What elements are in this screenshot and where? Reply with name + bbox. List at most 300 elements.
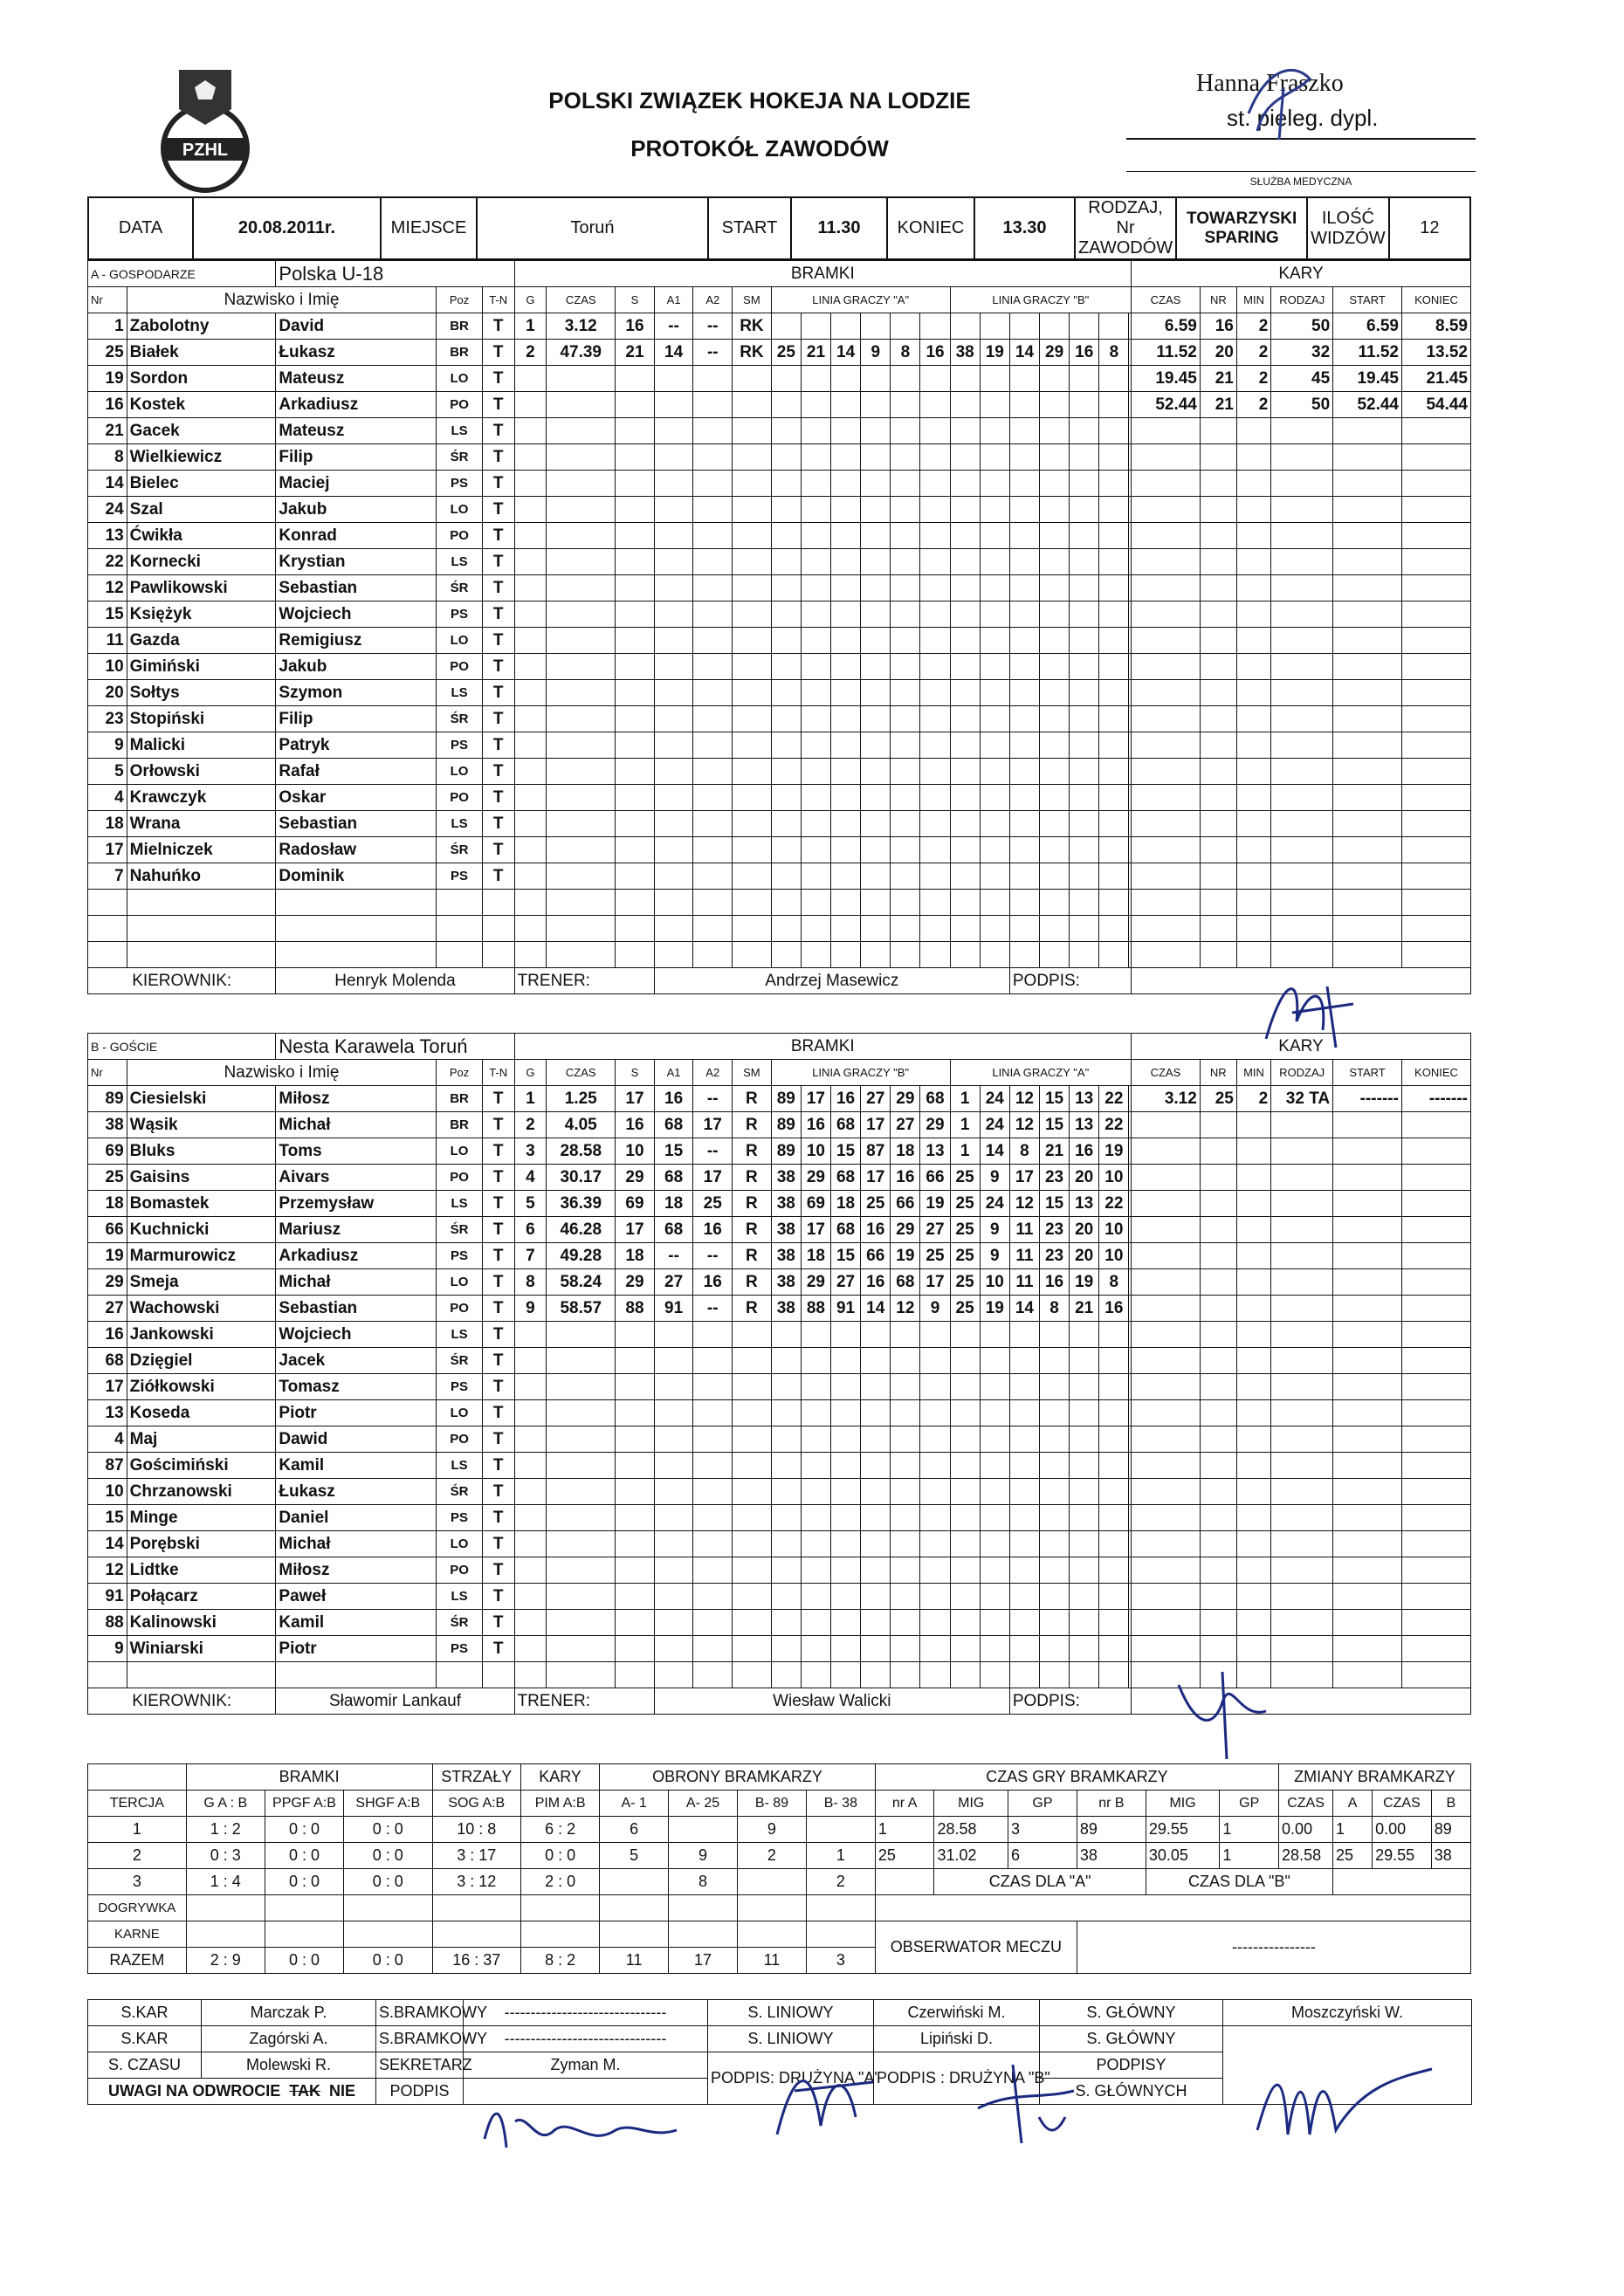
penalty-czas: 6.59 bbox=[1132, 313, 1201, 340]
goal-line-first: 25 bbox=[771, 340, 801, 366]
pen-timekeeper-2: Zagórski A. bbox=[202, 2026, 376, 2052]
goal-a2 bbox=[693, 575, 733, 601]
goal-a2 bbox=[693, 1400, 733, 1426]
sum-col: nr B bbox=[1077, 1791, 1146, 1817]
goal-line-first bbox=[771, 680, 801, 706]
goal-line-first bbox=[861, 811, 891, 837]
penalty-rodzaj bbox=[1271, 1322, 1333, 1348]
signature-label: PODPIS: bbox=[1009, 1688, 1131, 1715]
goal-line-second: 12 bbox=[1009, 1086, 1039, 1112]
goals-header: BRAMKI bbox=[514, 1034, 1131, 1060]
goal-line-first bbox=[891, 1505, 920, 1531]
penalty-min bbox=[1236, 680, 1270, 706]
sum-pp: 0 : 0 bbox=[265, 1843, 343, 1869]
player-first-name: Przemysław bbox=[276, 1191, 437, 1217]
goal-line-first bbox=[831, 942, 861, 968]
goal-line-first: 89 bbox=[771, 1138, 801, 1165]
player-tn: T bbox=[482, 654, 514, 680]
timekeeper: Molewski R. bbox=[202, 2052, 376, 2079]
penalty-min bbox=[1236, 1165, 1270, 1191]
penalty-czas bbox=[1132, 628, 1201, 654]
col-pen-rodzaj: RODZAJ bbox=[1271, 287, 1333, 313]
goal-line-first bbox=[891, 549, 920, 575]
penalty-start bbox=[1333, 1479, 1402, 1505]
goal-line-second bbox=[1070, 366, 1099, 392]
goal-line-second bbox=[1099, 1322, 1129, 1348]
goal-s: 69 bbox=[616, 1191, 655, 1217]
secretary: Zyman M. bbox=[464, 2052, 708, 2079]
home-team-section bbox=[87, 260, 1471, 994]
penalties-header: KARY bbox=[1132, 1034, 1471, 1060]
penalty-nr: 20 bbox=[1200, 340, 1236, 366]
manager-name: Sławomir Lankauf bbox=[276, 1688, 514, 1715]
goal-line-second bbox=[1099, 785, 1129, 811]
goal-line-second bbox=[1009, 837, 1039, 863]
penalty-nr bbox=[1200, 1138, 1236, 1165]
table-row bbox=[88, 1921, 1471, 1948]
goal-line-first bbox=[920, 890, 950, 916]
goal-line-second bbox=[1040, 732, 1070, 759]
goal-line-first: 68 bbox=[830, 1217, 860, 1243]
coach-label: TRENER: bbox=[514, 968, 654, 994]
goal-line-second: 23 bbox=[1039, 1217, 1069, 1243]
col-pen-czas: CZAS bbox=[1132, 287, 1201, 313]
player-first-name: Kamil bbox=[276, 1610, 437, 1636]
goal-czas bbox=[547, 628, 616, 654]
goal-g bbox=[514, 444, 547, 471]
penalty-koniec bbox=[1401, 1636, 1470, 1662]
goal-line-second bbox=[950, 1557, 980, 1584]
goal-sm bbox=[733, 680, 772, 706]
goal-line-second bbox=[950, 654, 980, 680]
date-value: 20.08.2011r. bbox=[193, 197, 381, 259]
goal-g: 6 bbox=[514, 1217, 547, 1243]
goal-sm: R bbox=[733, 1269, 772, 1296]
col-pen-min: MIN bbox=[1236, 1060, 1270, 1086]
remarks-yes: TAK bbox=[289, 2082, 320, 2100]
goal-line-second bbox=[1040, 890, 1070, 916]
table-row bbox=[88, 759, 1471, 785]
penalty-rodzaj bbox=[1271, 1165, 1333, 1191]
player-position: LO bbox=[437, 1269, 483, 1296]
table-row bbox=[88, 1505, 1471, 1531]
goal-line-second bbox=[1070, 1505, 1099, 1531]
gk-blank bbox=[875, 1869, 934, 1895]
goal-a2 bbox=[693, 1322, 733, 1348]
goal-line-second bbox=[980, 942, 1009, 968]
referees-label: S. GŁÓWNYCH bbox=[1040, 2079, 1223, 2105]
goal-line-second: 25 bbox=[950, 1165, 980, 1191]
penalty-nr bbox=[1200, 1112, 1236, 1138]
table-row bbox=[88, 1843, 1471, 1869]
summary-corner bbox=[88, 1764, 187, 1791]
summary-table bbox=[87, 1763, 1471, 1974]
player-last-name: Maj bbox=[127, 1426, 276, 1453]
penalty-rodzaj bbox=[1271, 785, 1333, 811]
player-first-name: Dominik bbox=[276, 863, 437, 890]
end-label: KONIEC bbox=[887, 197, 974, 259]
goal-sm bbox=[733, 759, 772, 785]
goal-line-second: 10 bbox=[1099, 1243, 1129, 1269]
penalty-rodzaj bbox=[1271, 732, 1333, 759]
penalty-nr bbox=[1200, 523, 1236, 549]
goal-sm bbox=[733, 837, 772, 863]
penalty-min bbox=[1236, 601, 1270, 628]
penalty-start: 11.52 bbox=[1333, 340, 1402, 366]
player-nr: 17 bbox=[88, 837, 127, 863]
penalty-nr bbox=[1200, 1374, 1236, 1400]
goal-line-first bbox=[861, 916, 891, 942]
col-poz: Poz bbox=[437, 1060, 483, 1086]
goal-s bbox=[616, 1610, 655, 1636]
player-tn: T bbox=[482, 811, 514, 837]
goal-line-first bbox=[771, 1322, 801, 1348]
goal-line-second bbox=[980, 1322, 1009, 1348]
penalty-min bbox=[1236, 1453, 1270, 1479]
goal-line-second: 23 bbox=[1039, 1165, 1069, 1191]
table-row bbox=[88, 785, 1471, 811]
table-row bbox=[88, 1138, 1471, 1165]
sum-a1 bbox=[600, 1869, 669, 1895]
goal-line-first bbox=[771, 1505, 801, 1531]
sum-head-shots: STRZAŁY bbox=[432, 1764, 520, 1791]
penalty-koniec bbox=[1401, 785, 1470, 811]
penalty-czas bbox=[1132, 890, 1201, 916]
goal-line-second: 10 bbox=[1099, 1165, 1129, 1191]
player-position: PO bbox=[437, 1426, 483, 1453]
penalty-min bbox=[1236, 1610, 1270, 1636]
referee-signatures-label: PODPISY bbox=[1040, 2052, 1223, 2079]
goal-line-second bbox=[980, 811, 1009, 837]
goal-a1: -- bbox=[654, 1243, 693, 1269]
player-tn: T bbox=[482, 1138, 514, 1165]
penalty-czas bbox=[1132, 916, 1201, 942]
goal-czas bbox=[547, 1479, 616, 1505]
goal-line-second bbox=[1039, 1374, 1069, 1400]
goal-a1 bbox=[654, 759, 693, 785]
goal-line-second bbox=[1039, 1584, 1069, 1610]
penalty-nr bbox=[1200, 1400, 1236, 1426]
goal-line-first: 38 bbox=[771, 1269, 801, 1296]
player-first-name: Jakub bbox=[276, 654, 437, 680]
player-last-name: Gacek bbox=[127, 418, 276, 444]
goal-line-first bbox=[920, 418, 950, 444]
player-position: LS bbox=[437, 1322, 483, 1348]
table-row bbox=[88, 575, 1471, 601]
goal-s bbox=[616, 942, 655, 968]
goal-a2 bbox=[693, 601, 733, 628]
penalty-start bbox=[1333, 1269, 1402, 1296]
goal-czas bbox=[547, 890, 616, 916]
goal-line-second bbox=[1009, 759, 1039, 785]
medical-label: SŁUŻBA MEDYCZNA bbox=[1126, 171, 1476, 188]
penalty-nr bbox=[1200, 1531, 1236, 1557]
table-row bbox=[88, 1112, 1471, 1138]
goal-line-first bbox=[771, 575, 801, 601]
goal-a1 bbox=[654, 863, 693, 890]
goal-line-second bbox=[980, 549, 1009, 575]
goal-line-second bbox=[1009, 680, 1039, 706]
penalty-rodzaj bbox=[1271, 1531, 1333, 1557]
goal-line-first: 29 bbox=[891, 1217, 920, 1243]
goal-line-second bbox=[1070, 654, 1099, 680]
player-position: PS bbox=[437, 1243, 483, 1269]
goal-line-second bbox=[1070, 706, 1099, 732]
table-row bbox=[88, 1869, 1471, 1895]
penalty-min: 2 bbox=[1236, 1086, 1270, 1112]
goal-line-first bbox=[861, 444, 891, 471]
penalty-koniec: ------- bbox=[1401, 1086, 1470, 1112]
table-row bbox=[88, 1895, 1471, 1921]
penalty-start bbox=[1333, 549, 1402, 575]
goal-line-first bbox=[771, 1636, 801, 1662]
coach-name: Wiesław Walicki bbox=[654, 1688, 1009, 1715]
goal-line-first: 17 bbox=[801, 1086, 830, 1112]
penalty-koniec bbox=[1401, 1584, 1470, 1610]
org-title: POLSKI ZWIĄZEK HOKEJA NA LODZIE bbox=[548, 87, 971, 113]
player-nr: 15 bbox=[88, 601, 127, 628]
sum-col: GP bbox=[1220, 1791, 1279, 1817]
goal-line-second bbox=[1099, 942, 1129, 968]
player-position: LS bbox=[437, 418, 483, 444]
goal-line-second bbox=[1039, 1453, 1069, 1479]
start-label: START bbox=[708, 197, 791, 259]
goal-line-first bbox=[861, 732, 891, 759]
goal-line-first bbox=[920, 1348, 950, 1374]
chg-czas: 0.00 bbox=[1279, 1817, 1333, 1843]
goal-a1 bbox=[654, 916, 693, 942]
penalty-koniec bbox=[1401, 1374, 1470, 1400]
penalty-start bbox=[1333, 680, 1402, 706]
table-row bbox=[88, 1296, 1471, 1322]
penalty-koniec bbox=[1401, 1191, 1470, 1217]
goal-sm bbox=[733, 1348, 772, 1374]
player-tn: T bbox=[482, 1610, 514, 1636]
penalty-start bbox=[1333, 1531, 1402, 1557]
goal-line-second bbox=[950, 1636, 980, 1662]
goal-line-first bbox=[861, 1453, 891, 1479]
player-position bbox=[437, 890, 483, 916]
penalty-min bbox=[1236, 1217, 1270, 1243]
player-position: LO bbox=[437, 1531, 483, 1557]
sum-col: B- 38 bbox=[806, 1791, 875, 1817]
penalty-koniec bbox=[1401, 680, 1470, 706]
goal-line-second bbox=[1070, 1662, 1099, 1688]
goal-line-second bbox=[950, 1453, 980, 1479]
goal-line-second: 11 bbox=[1009, 1269, 1039, 1296]
penalty-rodzaj bbox=[1271, 811, 1333, 837]
goal-line-second bbox=[1009, 1348, 1039, 1374]
goal-sm bbox=[733, 1426, 772, 1453]
goal-a1 bbox=[654, 444, 693, 471]
goal-line-second: 12 bbox=[1009, 1191, 1039, 1217]
goal-line-second bbox=[1099, 1426, 1129, 1453]
goal-line-second: 1 bbox=[950, 1112, 980, 1138]
goal-g bbox=[514, 1531, 547, 1557]
goal-a1: 91 bbox=[654, 1296, 693, 1322]
goal-sm bbox=[733, 916, 772, 942]
penalty-nr bbox=[1200, 628, 1236, 654]
table-row bbox=[88, 1191, 1471, 1217]
table-row bbox=[88, 1764, 1471, 1791]
goal-line-first bbox=[771, 313, 801, 340]
goal-line-second bbox=[1070, 1531, 1099, 1557]
sum-sog: 10 : 8 bbox=[432, 1817, 520, 1843]
goal-a1 bbox=[654, 1557, 693, 1584]
goal-sm: R bbox=[733, 1191, 772, 1217]
gk-gp: 3 bbox=[1008, 1817, 1077, 1843]
penalty-nr bbox=[1200, 837, 1236, 863]
goal-line-first bbox=[920, 313, 950, 340]
penalty-koniec bbox=[1401, 1426, 1470, 1453]
penalty-min bbox=[1236, 1557, 1270, 1584]
total-a1: 11 bbox=[600, 1948, 669, 1974]
manager-label: KIEROWNIK: bbox=[88, 1688, 276, 1715]
goal-line-second bbox=[1009, 313, 1039, 340]
blank bbox=[186, 1921, 265, 1948]
goal-s bbox=[616, 654, 655, 680]
player-last-name: Połącarz bbox=[127, 1584, 276, 1610]
goal-line-first bbox=[831, 392, 861, 418]
goal-line-second bbox=[950, 1348, 980, 1374]
penalty-rodzaj bbox=[1271, 1557, 1333, 1584]
goal-czas bbox=[547, 1374, 616, 1400]
player-tn: T bbox=[482, 1479, 514, 1505]
sum-a25: 9 bbox=[669, 1843, 738, 1869]
goal-line-second bbox=[980, 1557, 1009, 1584]
penalty-czas bbox=[1132, 759, 1201, 785]
goal-sm bbox=[733, 366, 772, 392]
goal-line-second bbox=[1039, 1505, 1069, 1531]
player-first-name bbox=[276, 890, 437, 916]
goal-line-second bbox=[1040, 785, 1070, 811]
goal-czas: 58.57 bbox=[547, 1296, 616, 1322]
penalty-min bbox=[1236, 628, 1270, 654]
goal-sm bbox=[733, 1453, 772, 1479]
total-b89: 11 bbox=[737, 1948, 806, 1974]
goal-line-second bbox=[1009, 392, 1039, 418]
player-last-name: Kuchnicki bbox=[127, 1217, 276, 1243]
penalty-start bbox=[1333, 1374, 1402, 1400]
player-position: ŚR bbox=[437, 1217, 483, 1243]
goal-line-second bbox=[1009, 523, 1039, 549]
goal-sm bbox=[733, 444, 772, 471]
goal-a1 bbox=[654, 1636, 693, 1662]
penalty-czas bbox=[1132, 1348, 1201, 1374]
player-nr: 14 bbox=[88, 1531, 127, 1557]
player-last-name: Orłowski bbox=[127, 759, 276, 785]
penalty-rodzaj: 50 bbox=[1271, 392, 1333, 418]
goal-sm bbox=[733, 890, 772, 916]
penalty-rodzaj bbox=[1271, 916, 1333, 942]
team-side-label: A - GOSPODARZE bbox=[88, 261, 276, 287]
goal-line-first bbox=[801, 916, 830, 942]
goal-line-second bbox=[1009, 1400, 1039, 1426]
sum-col: G A : B bbox=[186, 1791, 265, 1817]
goal-line-first bbox=[891, 313, 920, 340]
observer-label: OBSERWATOR MECZU bbox=[875, 1921, 1077, 1974]
table-row bbox=[88, 471, 1471, 497]
player-nr: 4 bbox=[88, 1426, 127, 1453]
sum-col: B- 89 bbox=[737, 1791, 806, 1817]
player-nr: 10 bbox=[88, 1479, 127, 1505]
goal-line-second: 1 bbox=[950, 1086, 980, 1112]
sum-t: 2 bbox=[88, 1843, 187, 1869]
penalty-start bbox=[1333, 942, 1402, 968]
goal-line-first: 14 bbox=[831, 340, 861, 366]
player-first-name: Szymon bbox=[276, 680, 437, 706]
goal-line-second bbox=[1099, 837, 1129, 863]
player-last-name: Sordon bbox=[127, 366, 276, 392]
penalty-min bbox=[1236, 890, 1270, 916]
goal-line-first bbox=[771, 366, 801, 392]
penalty-rodzaj: 45 bbox=[1271, 366, 1333, 392]
goal-line-second: 20 bbox=[1070, 1243, 1099, 1269]
goal-line-second bbox=[980, 1479, 1009, 1505]
player-tn: T bbox=[482, 1348, 514, 1374]
player-nr: 24 bbox=[88, 497, 127, 523]
goal-line-second bbox=[980, 706, 1009, 732]
signature-team-a bbox=[760, 2056, 899, 2152]
goal-czas bbox=[547, 1400, 616, 1426]
penalty-czas bbox=[1132, 1217, 1201, 1243]
goal-line-second bbox=[1070, 1610, 1099, 1636]
goal-line-second: 1 bbox=[950, 1138, 980, 1165]
goal-line-second bbox=[1099, 706, 1129, 732]
penalty-rodzaj bbox=[1271, 1374, 1333, 1400]
goal-line-first bbox=[830, 1348, 860, 1374]
goal-a2 bbox=[693, 1453, 733, 1479]
sum-pim: 0 : 0 bbox=[521, 1843, 600, 1869]
goal-sm: R bbox=[733, 1296, 772, 1322]
goal-a1 bbox=[654, 1348, 693, 1374]
player-first-name: Wojciech bbox=[276, 601, 437, 628]
col-line-second: LINIA GRACZY "B" bbox=[950, 287, 1131, 313]
goal-line-second bbox=[1040, 654, 1070, 680]
sum-sh: 0 : 0 bbox=[344, 1843, 432, 1869]
goal-line-second bbox=[1070, 837, 1099, 863]
player-last-name: Ciesielski bbox=[127, 1086, 276, 1112]
goal-line-first bbox=[861, 680, 891, 706]
goal-line-second bbox=[1009, 785, 1039, 811]
goal-czas bbox=[547, 942, 616, 968]
penalty-start bbox=[1333, 601, 1402, 628]
goal-line-first bbox=[861, 392, 891, 418]
player-nr: 1 bbox=[88, 313, 127, 340]
goal-line-second bbox=[1039, 1557, 1069, 1584]
goal-sm bbox=[733, 601, 772, 628]
col-nr: Nr bbox=[88, 287, 127, 313]
linesman-1: Czerwiński M. bbox=[874, 2000, 1040, 2026]
goal-line-first bbox=[920, 1479, 950, 1505]
goal-a2 bbox=[693, 497, 733, 523]
coach-name: Andrzej Masewicz bbox=[654, 968, 1009, 994]
goal-a2 bbox=[693, 418, 733, 444]
penalty-rodzaj bbox=[1271, 575, 1333, 601]
blank bbox=[806, 1921, 875, 1948]
goal-line-second bbox=[1040, 759, 1070, 785]
goal-line-second bbox=[1070, 732, 1099, 759]
goal-line-first bbox=[801, 523, 830, 549]
goal-line-first bbox=[831, 628, 861, 654]
goal-s bbox=[616, 1662, 655, 1688]
goal-line-second bbox=[980, 654, 1009, 680]
penalty-koniec bbox=[1401, 1662, 1470, 1688]
col-sm: SM bbox=[733, 1060, 772, 1086]
penalty-koniec bbox=[1401, 890, 1470, 916]
goal-line-second: 15 bbox=[1039, 1191, 1069, 1217]
goal-sm bbox=[733, 1505, 772, 1531]
